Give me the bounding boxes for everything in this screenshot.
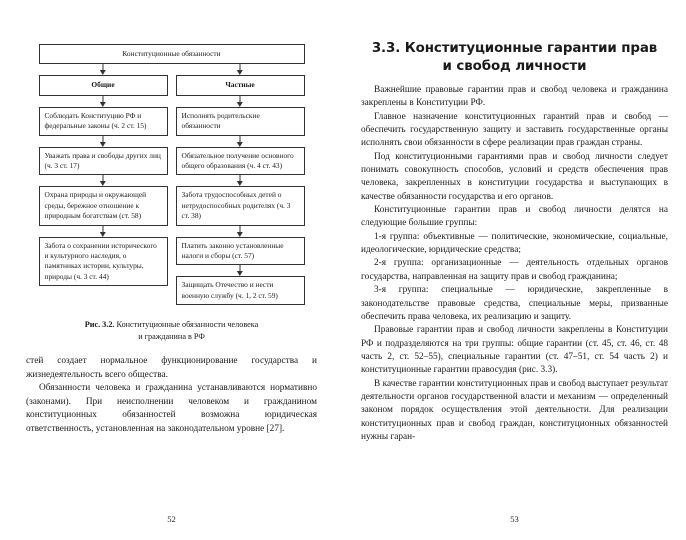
diagram-item-box: Исполнять родительские обязанности (176, 107, 305, 136)
arrow-down-icon (176, 64, 305, 75)
diagram-branch-arrows (39, 64, 305, 75)
right-page-body (361, 84, 668, 444)
diagram-item-box: Соблюдать Конституцию РФ и федеральные законы (ч. 2 ст. 15) (39, 107, 168, 136)
paragraph: Важнейшие правовые гарантии прав и свобод человека и гражданина закреплены в Конституции РФ. (361, 85, 668, 109)
figure-3-2-diagram (39, 44, 305, 305)
paragraph: Главное назначение конституционных гарантий прав и свобод — обеспечить государственную защиту и заставить государственные органы исполнять свои обязанности в сфере реализации прав граждан страны. (361, 111, 668, 149)
page-number-right: 53 (510, 514, 519, 524)
section-heading (371, 40, 658, 75)
paragraph: 1-я группа: объективные — политические, экономические, социальные, идеологические, юридические средства; (361, 231, 668, 256)
paragraph: стей создает нормальное функционирование государства и жизнедеятельность всего общества. (26, 356, 317, 380)
figure-caption (26, 319, 317, 342)
diagram-item-box: Забота трудоспособных детей о нетрудоспособных родителях (ч. 3 ст. 38) (176, 186, 305, 225)
diagram-header-chastnye: Частные (176, 75, 305, 95)
arrow-down-icon (176, 136, 305, 147)
paragraph: 3-я группа: специальные — юридические, закрепленные в законодательстве правовые средства, специальные меры, призванные обеспечить права человека, их реализацию и защиту. (361, 285, 668, 322)
figure-caption-line2: и гражданина в РФ (138, 331, 205, 341)
paragraph: Обязанности человека и гражданина устанавливаются нормативно (законами). При неисполнении человеком и гражданином конституционных обязанностей возможна юридическая ответственность, установленная на законодательном уровне [27]. (26, 383, 317, 434)
diagram-item-box: Обязательное получение основного общего образования (ч. 4 ст. 43) (176, 147, 305, 176)
arrow-down-icon (39, 64, 168, 75)
diagram-item-box: Платить законно установленные налоги и сборы (ст. 57) (176, 237, 305, 266)
diagram-item-box: Уважать права и свободы других лиц (ч. 3 ст. 17) (39, 147, 168, 176)
diagram-columns (39, 96, 305, 305)
diagram-branch-headers (39, 75, 305, 95)
section-heading-line2: и свобод личности (442, 58, 587, 74)
diagram-item-box: Защищать Отечество и нести военную службу (ч. 1, 2 ст. 59) (176, 276, 305, 305)
section-heading-line1: 3.3. Конституционные гарантии прав (371, 41, 658, 56)
diagram-column-private (176, 96, 305, 305)
paragraph: 2-я группа: организационные — деятельность отдельных органов государства, направленная на защиту прав и свобод гражданина; (361, 258, 668, 282)
diagram-root-box: Конституционные обязанности (39, 44, 305, 64)
paragraph: Под конституционными гарантиями прав и свобод личности следует понимать совокупность способов, условий и средств обеспечения прав человека, закрепленных в конституции государства и выступающих в качестве обязанности государства и его органов. (361, 151, 668, 202)
diagram-column-general (39, 96, 168, 305)
arrow-down-icon (39, 136, 168, 147)
arrow-down-icon (39, 175, 168, 186)
right-page (343, 0, 686, 540)
figure-caption-line1: Конституционные обязанности человека (116, 320, 259, 330)
paragraph: Конституционные гарантии прав и свобод личности делятся на следующие большие группы: (361, 205, 668, 229)
page-number-left: 52 (167, 514, 176, 524)
arrow-down-icon (39, 226, 168, 237)
paragraph: В качестве гарантии конституционных прав и свобод выступает результат деятельности органов государственной власти и механизм — определенный законом порядок осуществления этой деятельности. Для реализации конституционных прав и свобод граждан, конституционных обязанностей нужны гаран- (361, 378, 668, 442)
diagram-item-box: Забота о сохранении исторического и культурного наследия, о памятниках истории, культуры, природы (ч. 3 ст. 44) (39, 237, 168, 287)
arrow-down-icon (39, 96, 168, 107)
diagram-header-obshchie: Общие (39, 75, 168, 95)
figure-caption-label: Рис. 3.2. (84, 320, 115, 330)
arrow-down-icon (176, 226, 305, 237)
arrow-down-icon (176, 175, 305, 186)
paragraph: Правовые гарантии прав и свобод личности закреплены в Конституции РФ и подразделяются на три группы: общие гарантии (ст. 45, ст. 46, ст. 48 часть 2, ст. 52–55), специальные гарантии (ст. 47–51, ст. 54 часть 2) и конституционные гарантии правосудия (рис. 3.3). (361, 325, 668, 376)
arrow-down-icon (176, 96, 305, 107)
arrow-down-icon (176, 265, 305, 276)
diagram-item-box: Охрана природы и окружающей среды, бережное отношение к природным богатствам (ст. 58) (39, 186, 168, 225)
left-page-body (26, 355, 317, 435)
